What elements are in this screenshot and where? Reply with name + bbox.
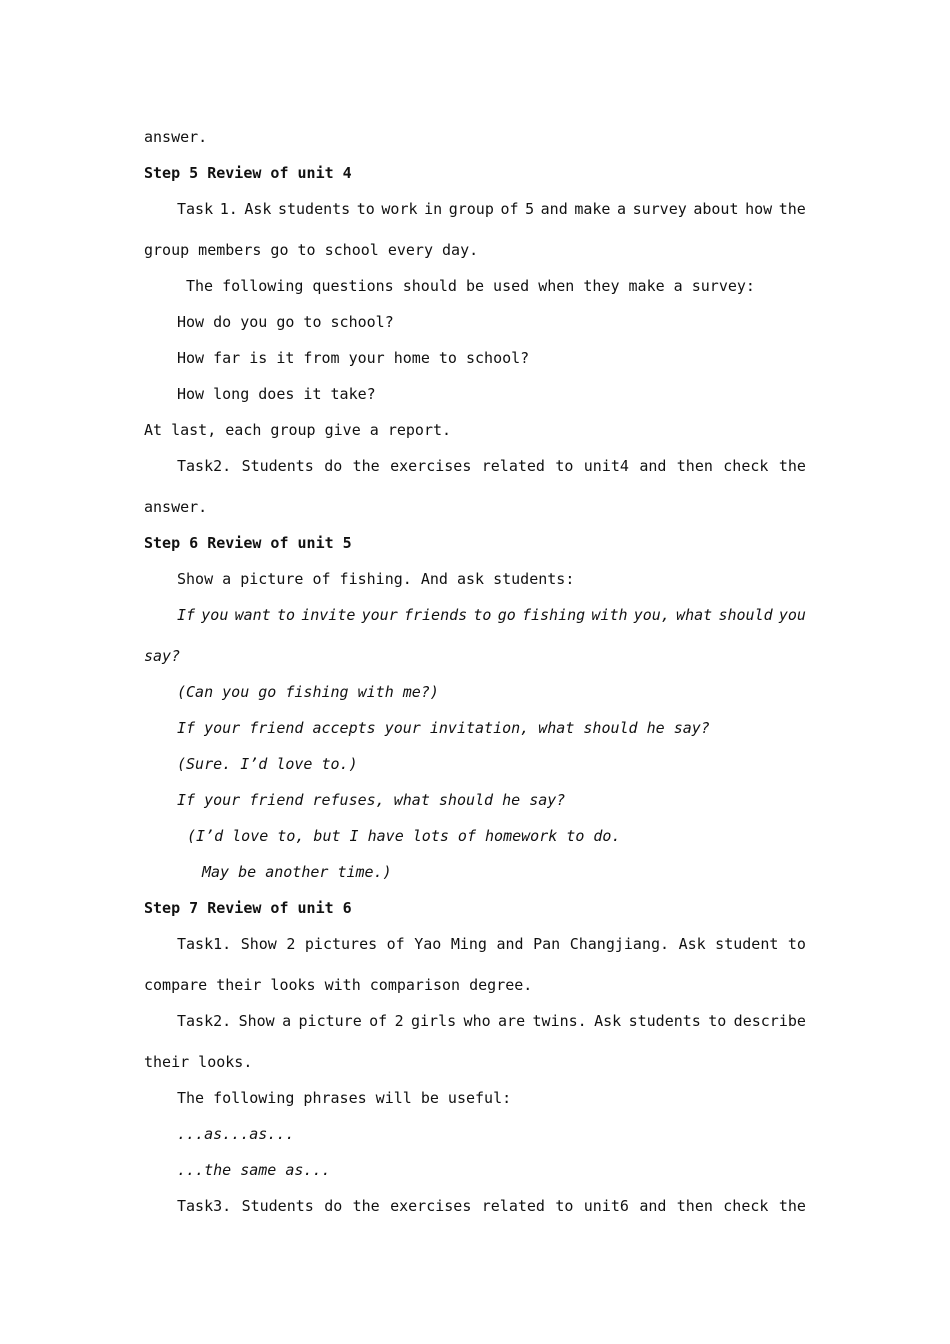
- word: 2: [394, 1012, 404, 1030]
- word: Changjiang.: [569, 935, 670, 953]
- word: and: [639, 457, 667, 475]
- word: unit4: [583, 457, 629, 475]
- word: of: [386, 935, 405, 953]
- italic-line-justified: [177, 605, 806, 625]
- word: related: [481, 457, 545, 475]
- word: how: [745, 200, 773, 218]
- word: Ask: [244, 200, 272, 218]
- paragraph-line-justified: [177, 1196, 806, 1216]
- word: of: [369, 1012, 388, 1030]
- italic-line: (Can you go fishing with me?): [177, 683, 439, 701]
- word: should: [718, 606, 773, 624]
- word: describe: [733, 1012, 806, 1030]
- word: to: [276, 606, 295, 624]
- word: make: [574, 200, 611, 218]
- italic-line: (Sure. I’d love to.): [177, 755, 358, 773]
- word: picture: [298, 1012, 362, 1030]
- italic-line: (I’d love to, but I have lots of homework to do.: [187, 827, 621, 845]
- word: the: [778, 1197, 806, 1215]
- word: then: [676, 457, 713, 475]
- word: Show: [238, 1012, 275, 1030]
- word: to: [787, 935, 806, 953]
- italic-line: May be another time.): [202, 863, 392, 881]
- word: Ask: [594, 1012, 622, 1030]
- word: twins.: [532, 1012, 587, 1030]
- word: do: [324, 1197, 343, 1215]
- word: related: [481, 1197, 545, 1215]
- paragraph-line: The following questions should be used when they make a survey:: [186, 277, 755, 295]
- italic-line: If your friend accepts your invitation, what should he say?: [177, 719, 710, 737]
- word: fishing: [521, 606, 586, 624]
- word: about: [693, 200, 739, 218]
- word: check: [723, 1197, 769, 1215]
- phrase-line: ...as...as...: [177, 1125, 295, 1143]
- question-line: How long does it take?: [177, 385, 376, 403]
- word: you: [201, 606, 229, 624]
- word: the: [352, 1197, 380, 1215]
- word: your: [361, 606, 398, 624]
- word: girls: [411, 1012, 457, 1030]
- word: Task2.: [177, 1012, 232, 1030]
- question-line: How far is it from your home to school?: [177, 349, 530, 367]
- word: you: [778, 606, 806, 624]
- word: do: [324, 457, 343, 475]
- word: survey: [632, 200, 687, 218]
- word: the: [352, 457, 380, 475]
- word: Students: [241, 1197, 314, 1215]
- word: what: [676, 606, 713, 624]
- paragraph-line: their looks.: [144, 1053, 253, 1071]
- word: Pan: [533, 935, 561, 953]
- paragraph-line: Show a picture of fishing. And ask students:: [177, 570, 575, 588]
- word: to: [555, 457, 574, 475]
- word: 1.: [219, 200, 238, 218]
- word: Task1.: [177, 935, 232, 953]
- paragraph-line: answer.: [144, 128, 208, 146]
- word: Students: [241, 457, 314, 475]
- paragraph-line: At last, each group give a report.: [144, 421, 452, 439]
- word: want: [234, 606, 271, 624]
- word: students: [628, 1012, 701, 1030]
- word: to: [555, 1197, 574, 1215]
- paragraph-line: answer.: [144, 498, 208, 516]
- section-heading-step5: Step 5 Review of unit 4: [144, 164, 352, 182]
- word: then: [676, 1197, 713, 1215]
- word: to: [356, 200, 375, 218]
- word: 5: [525, 200, 535, 218]
- word: exercises: [390, 457, 472, 475]
- paragraph-line: The following phrases will be useful:: [177, 1089, 512, 1107]
- word: a: [617, 200, 627, 218]
- word: Task3.: [177, 1197, 232, 1215]
- word: you,: [633, 606, 670, 624]
- italic-line: If your friend refuses, what should he say?: [177, 791, 566, 809]
- word: Show: [240, 935, 277, 953]
- paragraph-line-justified: [177, 199, 806, 219]
- word: and: [540, 200, 568, 218]
- word: students: [277, 200, 351, 218]
- word: group: [448, 200, 494, 218]
- section-heading-step6: Step 6 Review of unit 5: [144, 534, 352, 552]
- word: If: [177, 606, 196, 624]
- word: Ming: [450, 935, 487, 953]
- word: student: [715, 935, 779, 953]
- word: to: [708, 1012, 727, 1030]
- word: and: [496, 935, 524, 953]
- word: 2: [286, 935, 296, 953]
- paragraph-line-justified: [177, 1011, 806, 1031]
- word: who: [463, 1012, 491, 1030]
- word: Yao: [414, 935, 442, 953]
- paragraph-line-justified: [177, 934, 806, 954]
- phrase-line: ...the same as...: [177, 1161, 331, 1179]
- word: to: [473, 606, 492, 624]
- word: Task2.: [177, 457, 232, 475]
- word: in: [424, 200, 443, 218]
- word: exercises: [390, 1197, 472, 1215]
- word: of: [500, 200, 519, 218]
- word: and: [639, 1197, 667, 1215]
- word: Task: [177, 200, 214, 218]
- word: the: [778, 200, 806, 218]
- word: Ask: [678, 935, 706, 953]
- italic-line: say?: [144, 647, 181, 665]
- paragraph-line: group members go to school every day.: [144, 241, 479, 259]
- word: pictures: [304, 935, 378, 953]
- word: friends: [403, 606, 468, 624]
- word: work: [381, 200, 418, 218]
- word: with: [591, 606, 628, 624]
- section-heading-step7: Step 7 Review of unit 6: [144, 899, 352, 917]
- word: the: [778, 457, 806, 475]
- paragraph-line-justified: [177, 456, 806, 476]
- paragraph-line: compare their looks with comparison degree.: [144, 976, 533, 994]
- word: unit6: [583, 1197, 629, 1215]
- question-line: How do you go to school?: [177, 313, 394, 331]
- word: go: [497, 606, 516, 624]
- word: invite: [301, 606, 356, 624]
- word: check: [723, 457, 769, 475]
- word: a: [282, 1012, 292, 1030]
- word: are: [498, 1012, 526, 1030]
